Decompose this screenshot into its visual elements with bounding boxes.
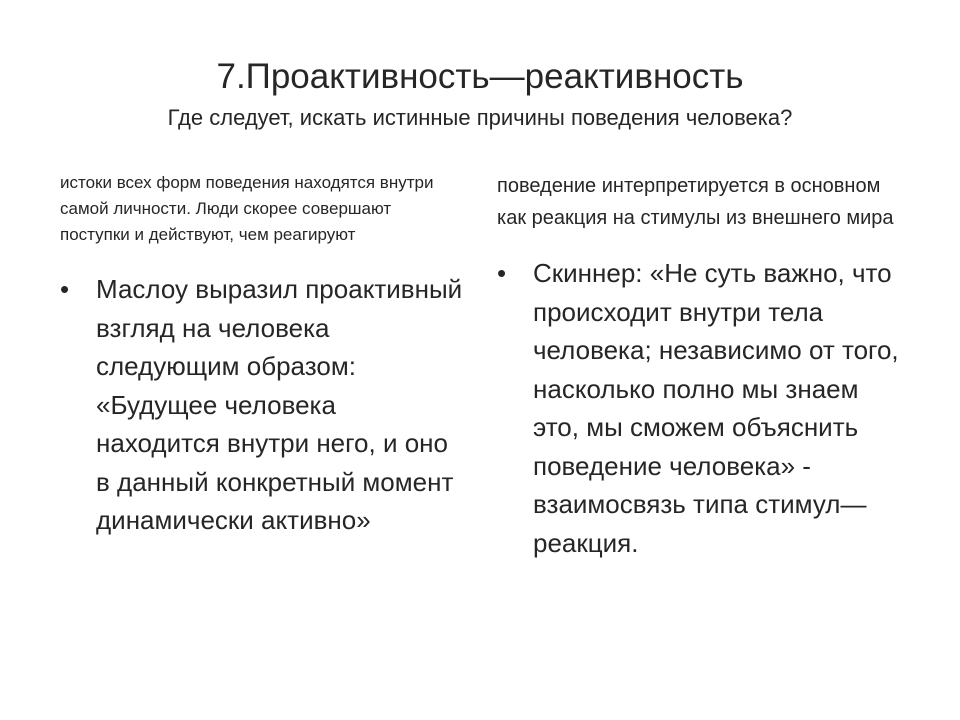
title-block [60,56,900,132]
slide-subtitle: Где следует, искать истинные причины поведения человека? [167,105,793,130]
left-bullet-text: Маслоу выразил проактивный взгляд на человека следующим образом: «Будущее человека находится внутри него, и оно в данный конкретный момент динамически активно» [96,274,463,535]
left-column [60,170,465,540]
right-column [497,170,907,562]
bullet-dot-icon: • [497,258,507,288]
right-bullet-item [497,254,907,562]
left-bullet-item [60,270,465,540]
slide-title: 7.Проактивность—реактивность [216,57,744,96]
right-intro-text: поведение интерпретируется в основном как реакция на стимулы из внешнего мира [497,175,894,229]
right-bullet-text: Скиннер: «Не суть важно, что происходит внутри тела человека; независимо от того, насколько полно мы знаем это, мы сможем объяснить поведение человека» - взаимосвязь типа стимул—реакция. [533,258,899,558]
left-intro-text: истоки всех форм поведения находятся внутри самой личности. Люди скорее совершают поступки и действуют, чем реагируют [60,173,434,244]
bullet-dot-icon: • [60,274,70,304]
